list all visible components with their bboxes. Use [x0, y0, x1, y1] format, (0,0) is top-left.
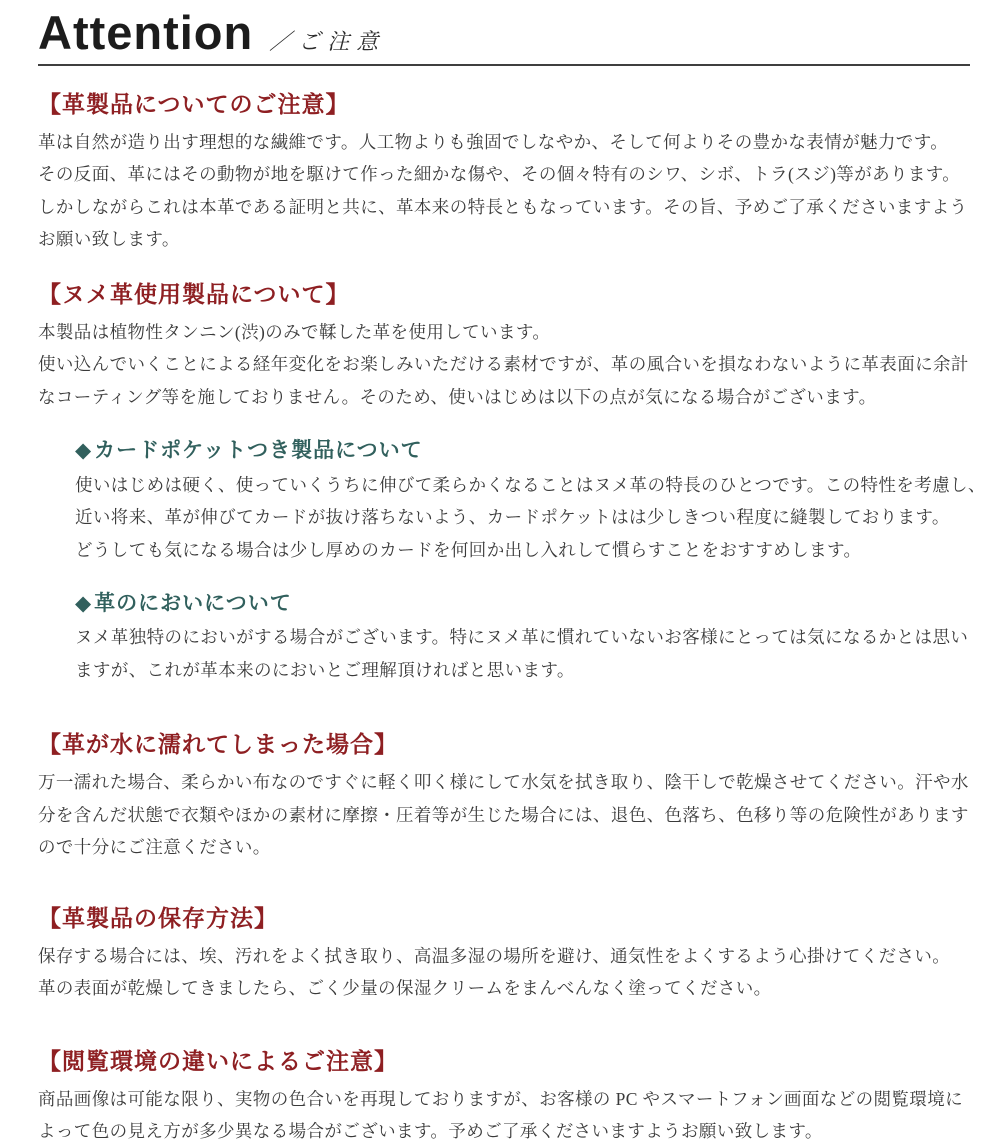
section-heading: 【革製品についてのご注意】	[38, 92, 350, 118]
body-text-line: ますが、これが革本来のにおいとご理解頂ければと思います。	[75, 659, 575, 680]
body-text-line: しかしながらこれは本革である証明と共に、革本来の特長ともなっています。その旨、予めご了承くださいますよう	[38, 196, 968, 217]
subsection-heading-label: 革のにおいについて	[94, 591, 292, 616]
diamond-bullet-icon: ◆	[75, 591, 93, 616]
page-title-japanese: ／ご注意	[269, 29, 386, 54]
subsection-heading-label: カードポケットつき製品について	[94, 438, 423, 463]
page-title: Attention	[38, 6, 254, 59]
section-heading: 【革製品の保存方法】	[38, 905, 278, 931]
section-storage-method	[38, 904, 970, 1005]
section-leather-products-notice	[38, 90, 970, 256]
body-text-line: その反面、革にはその動物が地を駆けて作った細かな傷や、その個々特有のシワ、シボ、トラ(スジ)等があります。	[38, 164, 961, 185]
body-text-line: 万一濡れた場合、柔らかい布なのですぐに軽く叩く様にして水気を拭き取り、陰干しで乾燥させてください。汗や水	[38, 772, 969, 793]
subsection-leather-smell	[75, 590, 970, 686]
body-text-line: 使い込んでいくことによる経年変化をお楽しみいただける素材ですが、革の風合いを損なわないように革表面に余計	[38, 354, 969, 375]
body-text-line: 保存する場合には、埃、汚れをよく拭き取り、高温多湿の場所を避け、通気性をよくするよう心掛けてください。	[38, 945, 951, 966]
body-text-line: 使いはじめは硬く、使っていくうちに伸びて柔らかくなることはヌメ革の特長のひとつです。この特性を考慮し、	[75, 474, 986, 495]
body-text-line: 商品画像は可能な限り、実物の色合いを再現しておりますが、お客様の PC やスマートフォン画面などの閲覧環境に	[38, 1088, 964, 1109]
body-text-line: 分を含んだ状態で衣類やほかの素材に摩擦・圧着等が生じた場合には、退色、色落ち、色移り等の危険性があります	[38, 804, 969, 825]
diamond-bullet-icon: ◆	[75, 438, 93, 463]
page-header	[38, 6, 970, 60]
subsection-heading	[75, 590, 970, 617]
body-text-line: 革は自然が造り出す理想的な繊維です。人工物よりも強固でしなやか、そして何よりその豊かな表情が魅力です。	[38, 131, 949, 152]
header-divider	[38, 64, 970, 66]
body-text-line: 近い将来、革が伸びてカードが抜け落ちないよう、カードポケットはは少しきつい程度に縫製しております。	[75, 507, 950, 528]
section-nume-leather	[38, 280, 970, 413]
body-text-line: なコーティング等を施しておりません。そのため、使いはじめは以下の点が気になる場合がございます。	[38, 386, 877, 407]
section-heading: 【革が水に濡れてしまった場合】	[38, 732, 398, 758]
body-text-line: ので十分にご注意ください。	[38, 837, 271, 858]
section-heading: 【閲覧環境の違いによるご注意】	[38, 1048, 398, 1074]
subsection-heading	[75, 437, 970, 464]
body-text-line: お願い致します。	[38, 229, 180, 250]
section-wet-leather	[38, 730, 970, 863]
body-text-line: よって色の見え方が多少異なる場合がございます。予めご了承くださいますようお願い致します。	[38, 1121, 823, 1142]
body-text-line: 革の表面が乾燥してきましたら、ごく少量の保湿クリームをまんべんなく塗ってください。	[38, 978, 772, 999]
body-text-line: ヌメ革独特のにおいがする場合がございます。特にヌメ革に慣れていないお客様にとっては気になるかとは思い	[75, 627, 969, 648]
body-text-line: 本製品は植物性タンニン(渋)のみで鞣した革を使用しています。	[38, 321, 551, 342]
section-viewing-environment	[38, 1047, 970, 1148]
subsection-card-pocket	[75, 437, 986, 566]
section-heading: 【ヌメ革使用製品について】	[38, 281, 350, 307]
body-text-line: どうしても気になる場合は少し厚めのカードを何回か出し入れして慣らすことをおすすめします。	[75, 539, 862, 560]
